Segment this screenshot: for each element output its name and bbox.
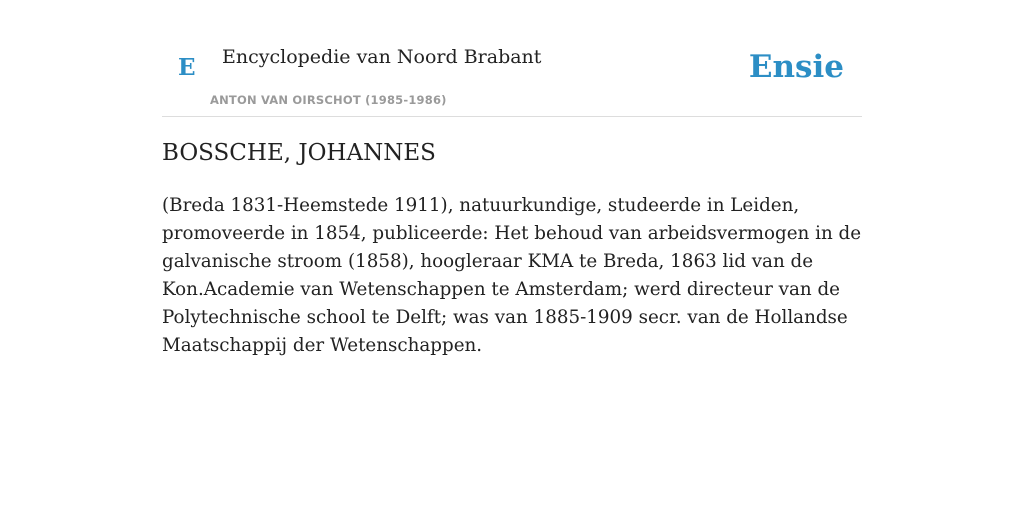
source-title-link[interactable]: Encyclopedie van Noord Brabant: [222, 46, 542, 68]
entry-body: (Breda 1831-Heemstede 1911), natuurkundige, studeerde in Leiden, promoveerde in 1854, publiceerde: Het behoud van arbeidsvermogen in de galvanische stroom (1858), hoogleraar KMA te Breda, 1863 lid van de Kon.Academie van Wetenschappen te Amsterdam; werd directeur van de Polytechnische school te Delft; was van 1885-1909 secr. van de Hollandse Maatschappij der Wetenschappen.: [162, 195, 862, 356]
source-header: [162, 0, 862, 117]
source-logo-icon[interactable]: E: [178, 54, 196, 81]
page-container: [162, 0, 862, 356]
ensie-brand-logo[interactable]: Ensie: [748, 49, 844, 85]
entry-title: BOSSCHE, JOHANNES: [162, 140, 436, 166]
source-author-link[interactable]: ANTON VAN OIRSCHOT (1985-1986): [210, 93, 447, 107]
